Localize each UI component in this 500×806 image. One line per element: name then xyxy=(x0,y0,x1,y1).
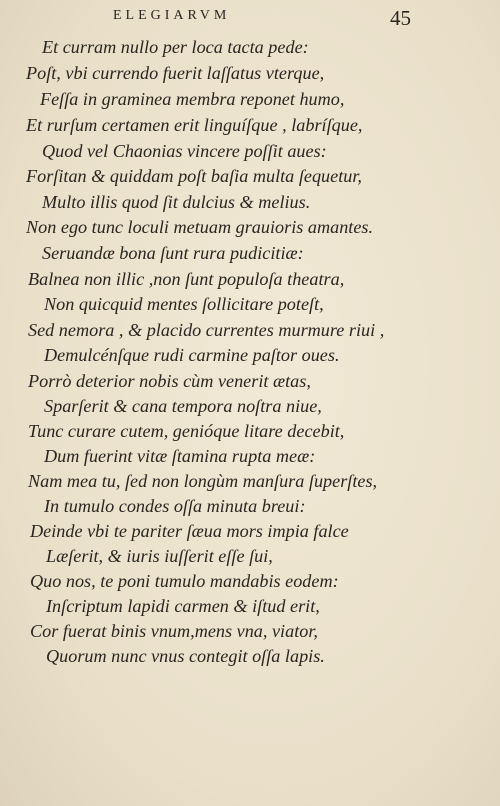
verse-line: Poſt, vbi currendo fuerit laſſatus vterque, xyxy=(26,63,325,83)
verse-line: Et curram nullo per loca tacta pede: xyxy=(42,37,309,57)
verse-line: Quod vel Chaonias vincere poſſit aues: xyxy=(42,141,327,161)
verse-line: Nam mea tu, ſed non longùm manſura ſuperſtes, xyxy=(28,471,378,491)
verse-line: Tunc curare cutem, genióque litare decebit, xyxy=(28,421,345,441)
verse-line: Non ego tunc loculi metuam grauioris amantes. xyxy=(26,217,374,237)
verse-line: Feſſa in graminea membra reponet humo, xyxy=(40,89,345,109)
verse-line: Balnea non illic ,non ſunt populoſa theatra, xyxy=(28,269,345,289)
verse-line: Porrò deterior nobis cùm venerit ætas, xyxy=(28,371,311,391)
verse-line: Sparſerit & cana tempora noſtra niue, xyxy=(44,396,322,416)
verse-line: Quorum nunc vnus contegit oſſa lapis. xyxy=(46,646,325,666)
verse-line: Forſitan & quiddam poſt baſia multa ſequetur, xyxy=(26,166,362,186)
verse-line: In tumulo condes oſſa minuta breui: xyxy=(44,496,306,516)
verse-line: Læſerit, & iuris iuſſerit eſſe ſui, xyxy=(46,546,273,566)
verse-line: Sed nemora , & placido currentes murmure riui , xyxy=(28,320,385,340)
verse-line: Et rurſum certamen erit linguíſque , labríſque, xyxy=(26,115,363,135)
verse-line: Quo nos, te poni tumulo mandabis eodem: xyxy=(30,571,339,591)
running-title: ELEGIARVM xyxy=(113,8,231,23)
verse-line: Dum fuerint vitæ ſtamina rupta meæ: xyxy=(44,446,316,466)
verse-line: Cor fuerat binis vnum,mens vna, viator, xyxy=(30,621,318,641)
verse-line: Inſcriptum lapidi carmen & iſtud erit, xyxy=(46,596,320,616)
verse-line: Non quicquid mentes ſollicitare poteſt, xyxy=(44,294,324,314)
page-number: 45 xyxy=(390,6,411,30)
verse-line: Seruandæ bona ſunt rura pudicitiæ: xyxy=(42,243,304,263)
verse-line: Demulcénſque rudi carmine paſtor oues. xyxy=(44,345,340,365)
verse-line: Multo illis quod ſit dulcius & melius. xyxy=(42,192,311,212)
verse-line: Deinde vbi te pariter ſæua mors impia falce xyxy=(30,521,349,541)
